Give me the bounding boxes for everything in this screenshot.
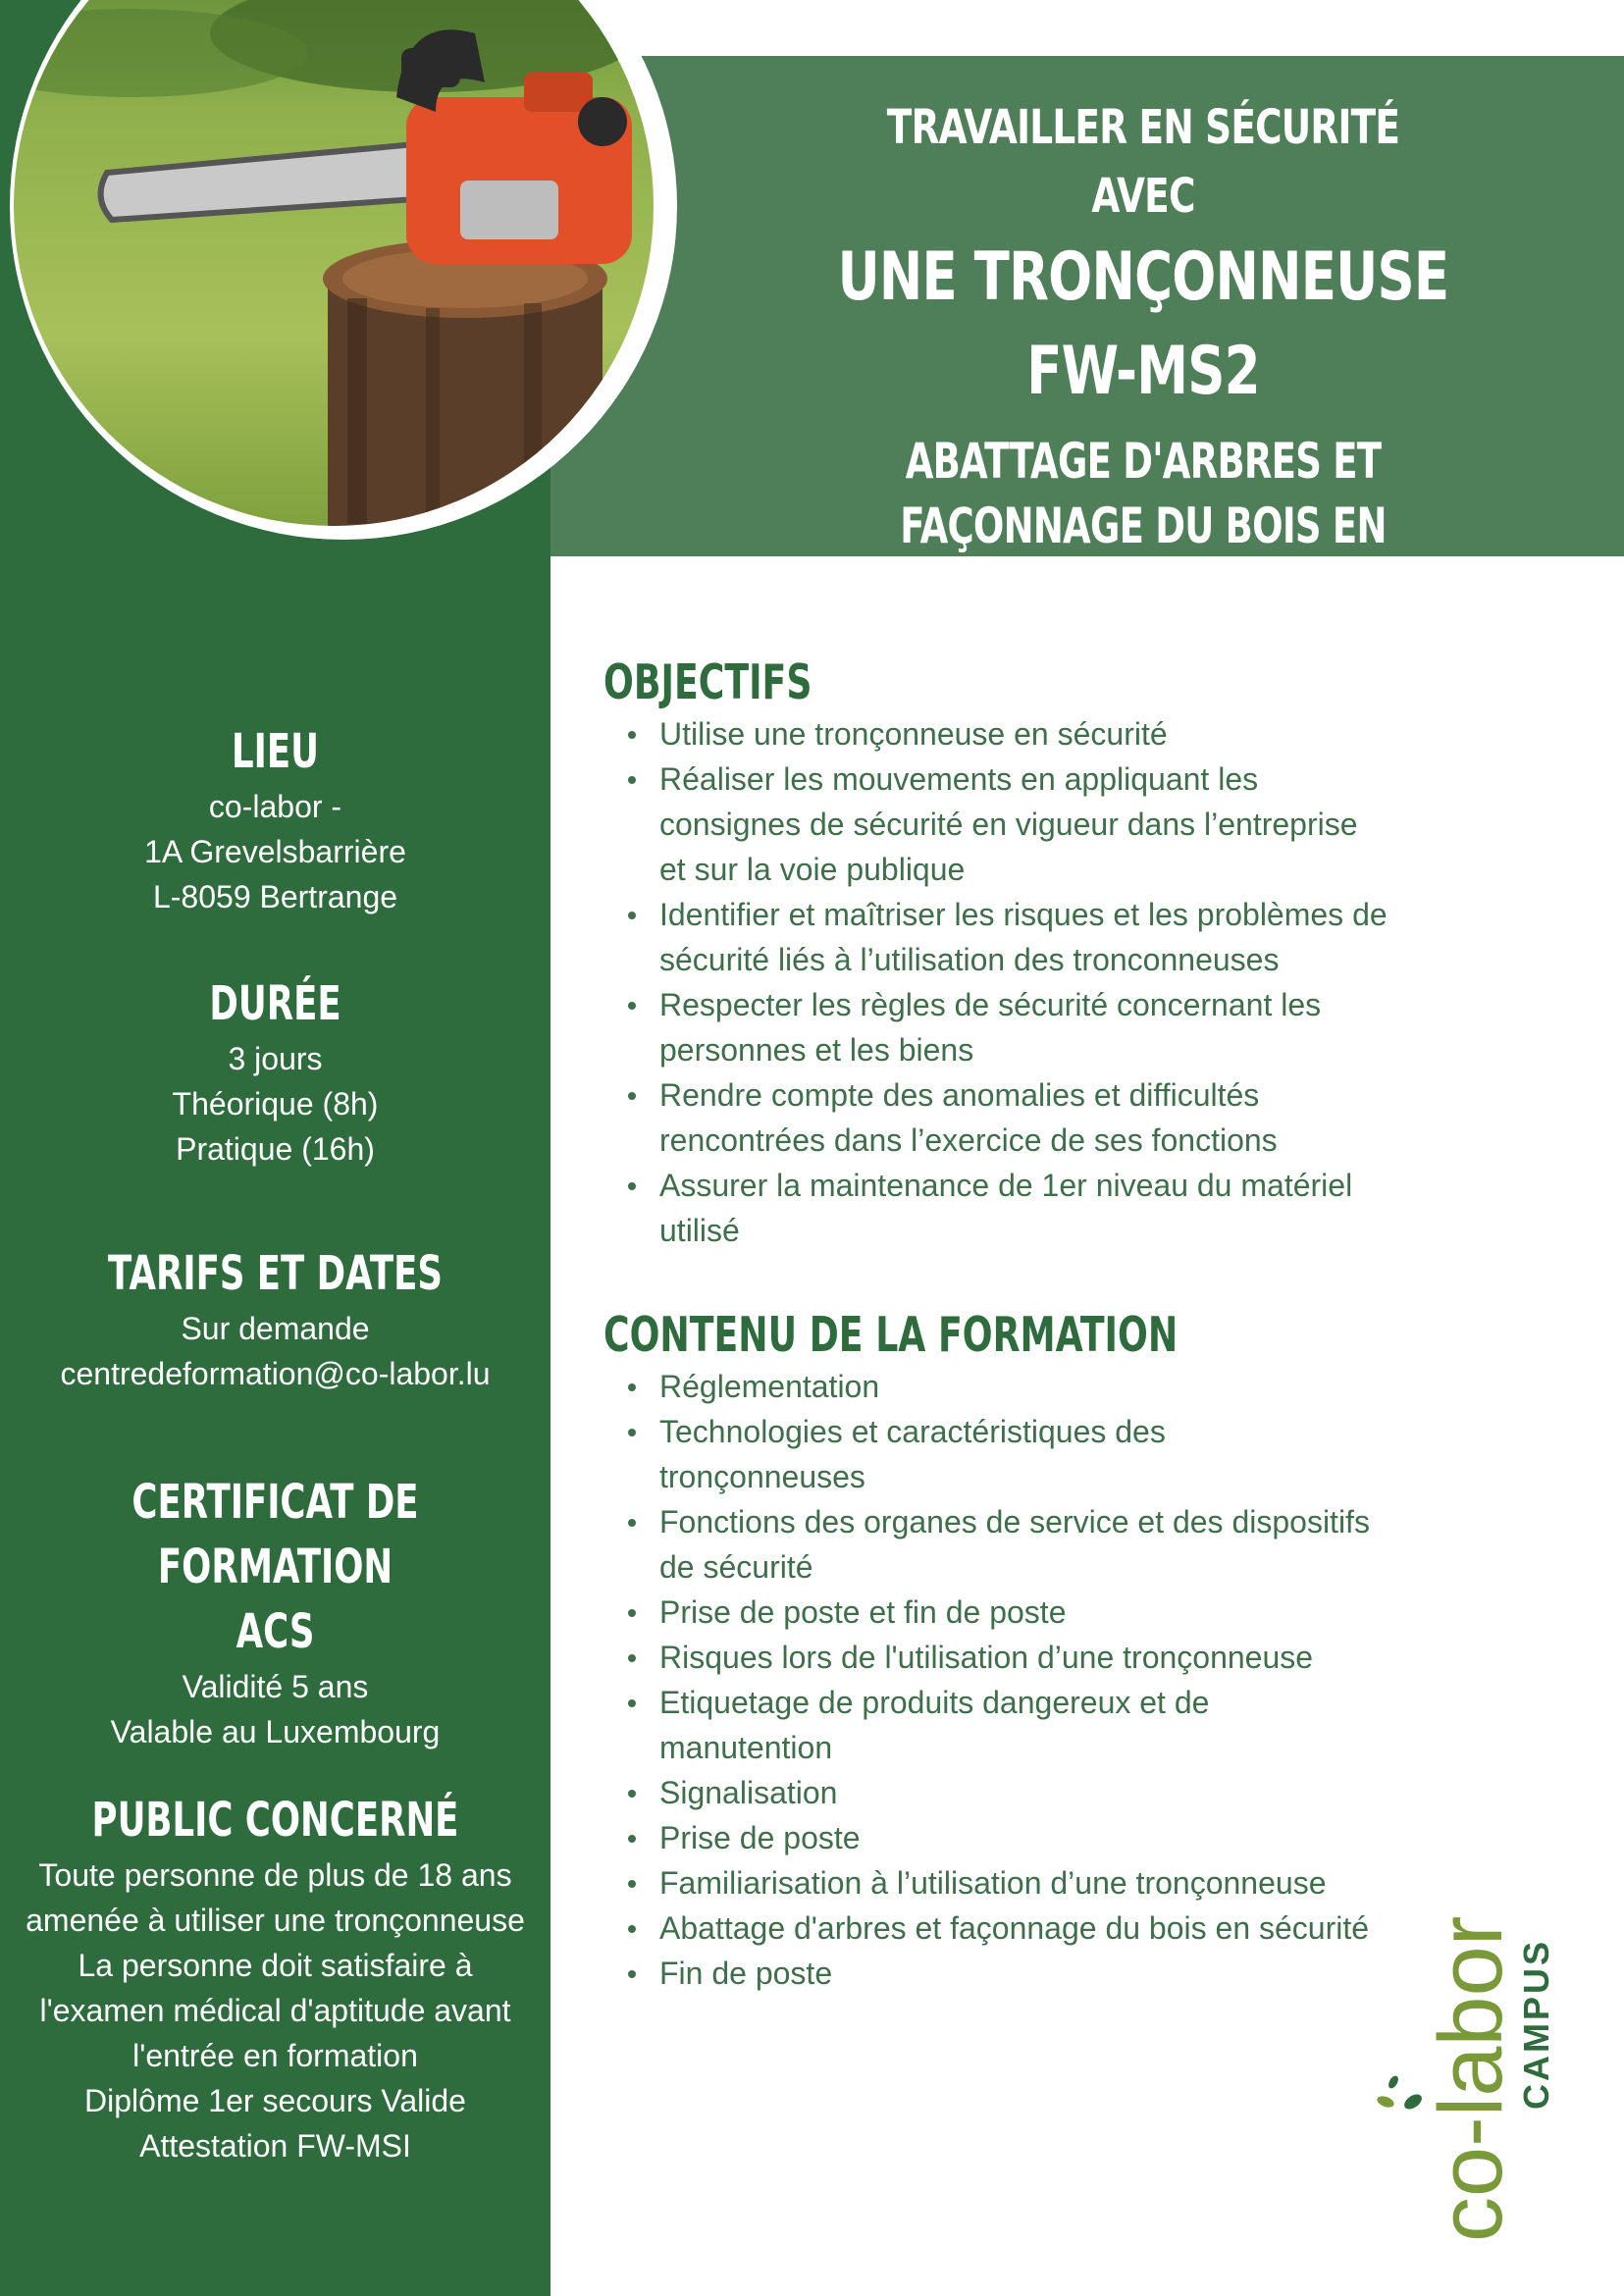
title-line-2: AVEC — [1091, 169, 1195, 224]
tarifs-section — [0, 1241, 550, 1396]
public-line: Attestation FW-MSI — [139, 2128, 411, 2164]
list-item: Fonctions des organes de service et des dispositifs de sécurité — [626, 1499, 1372, 1590]
duree-line: Théorique (8h) — [172, 1086, 379, 1122]
public-section — [0, 1788, 550, 2168]
list-item: Respecter les règles de sécurité concernant les personnes et les biens — [626, 982, 1391, 1072]
public-line: amenée à utiliser une tronçonneuse — [26, 1903, 525, 1938]
list-item: Réaliser les mouvements en appliquant les consignes de sécurité en vigueur dans l’entreprise et sur la voie publique — [626, 757, 1391, 892]
list-item: Fin de poste — [626, 1951, 1372, 1996]
duree-line: Pratique (16h) — [176, 1131, 375, 1167]
logo-sub-text: CAMPUS — [1516, 1938, 1556, 2110]
list-item: Familiarisation à l’utilisation d’une tronçonneuse — [626, 1860, 1372, 1905]
certificat-heading: ACS — [236, 1604, 315, 1659]
list-item: Technologies et caractéristiques des tronçonneuses — [626, 1409, 1372, 1499]
list-item: Prise de poste et fin de poste — [626, 1590, 1372, 1635]
objectifs-list — [626, 711, 1391, 1253]
duree-heading: DURÉE — [209, 976, 341, 1031]
lieu-heading: LIEU — [232, 724, 319, 779]
subtitle-line-2: SÉCURITÉ — [1047, 562, 1239, 619]
public-heading: PUBLIC CONCERNÉ — [91, 1793, 459, 1848]
logo-brand-text: co-labor — [1421, 1915, 1521, 2242]
course-title — [687, 93, 1599, 623]
public-line: l'examen médical d'aptitude avant — [39, 1993, 511, 2028]
contenu-heading: CONTENU DE LA FORMATION — [603, 1307, 1179, 1363]
list-item: Risques lors de l'utilisation d’une tronçonneuse — [626, 1635, 1372, 1680]
list-item: Abattage d'arbres et façonnage du bois en sécurité — [626, 1905, 1372, 1951]
certificat-line: Validité 5 ans — [182, 1669, 369, 1704]
lieu-section — [0, 719, 550, 919]
subtitle — [806, 429, 1481, 623]
title-line-4: FW-MS2 — [1026, 333, 1260, 410]
certificat-line: Valable au Luxembourg — [110, 1714, 441, 1749]
title-line-1: TRAVAILLER EN SÉCURITÉ — [886, 100, 1400, 155]
contenu-list — [626, 1364, 1372, 1996]
certificat-section — [0, 1470, 550, 1754]
contact-email[interactable]: centredeformation@co-labor.lu — [60, 1356, 491, 1391]
list-item: Réglementation — [626, 1364, 1372, 1409]
list-item: Rendre compte des anomalies et difficultés rencontrées dans l’exercice de ses fonctions — [626, 1072, 1391, 1163]
list-item: Identifier et maîtriser les risques et les problèmes de sécurité liés à l’utilisation des tronconneuses — [626, 892, 1391, 982]
duree-line: 3 jours — [228, 1041, 323, 1076]
public-line: l'entrée en formation — [132, 2038, 418, 2073]
objectifs-heading: OBJECTIFS — [603, 654, 812, 710]
duree-section — [0, 971, 550, 1172]
list-item: Signalisation — [626, 1770, 1372, 1815]
list-item: Utilise une tronçonneuse en sécurité — [626, 711, 1391, 757]
list-item: Prise de poste — [626, 1815, 1372, 1860]
tarifs-heading: TARIFS ET DATES — [108, 1246, 443, 1301]
certificat-heading: CERTIFICAT DE FORMATION — [131, 1475, 419, 1594]
co-labor-campus-logo — [1374, 1884, 1570, 2247]
tarifs-line: Sur demande — [181, 1311, 370, 1346]
list-item: Etiquetage de produits dangereux et de manutention — [626, 1680, 1372, 1770]
lieu-line: co-labor - — [208, 789, 342, 824]
public-line: Toute personne de plus de 18 ans — [38, 1857, 512, 1893]
public-line: La personne doit satisfaire à — [78, 1948, 473, 1983]
lieu-line: L-8059 Bertrange — [152, 879, 398, 914]
lieu-line: 1A Grevelsbarrière — [144, 834, 406, 869]
leaf-icon — [1376, 2074, 1425, 2113]
title-line-3: UNE TRONÇONNEUSE — [837, 238, 1449, 316]
list-item: Assurer la maintenance de 1er niveau du matériel utilisé — [626, 1163, 1391, 1253]
public-line: Diplôme 1er secours Valide — [84, 2083, 466, 2118]
subtitle-line-1: ABATTAGE D'ARBRES ET FAÇONNAGE DU BOIS EN — [900, 433, 1387, 554]
